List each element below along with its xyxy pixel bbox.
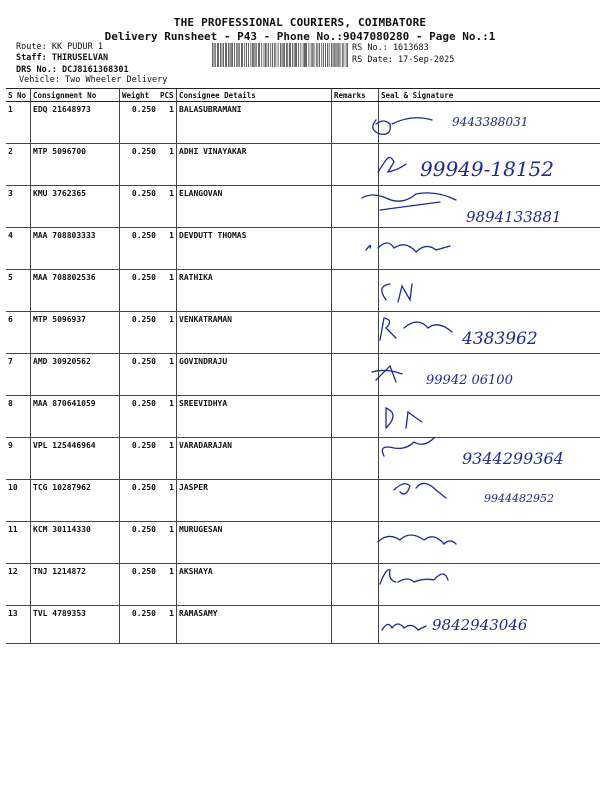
signature-phone-note: 9842943046 (432, 616, 528, 634)
row-seal (379, 102, 600, 144)
signature-phone-note: 9443388031 (452, 115, 529, 129)
row-pcs: 1 (158, 270, 177, 312)
row-weight: 0.250 (120, 144, 159, 186)
row-consignment: MAA 708803333 (31, 228, 120, 270)
header-remarks: Remarks (332, 89, 379, 102)
row-sno: 8 (6, 396, 31, 438)
row-sno: 1 (6, 102, 31, 144)
row-sno: 13 (6, 606, 31, 644)
row-consignee: BALASUBRAMANI (177, 102, 332, 144)
row-consignee: VENKATRAMAN (177, 312, 332, 354)
row-consignee: RAMASAMY (177, 606, 332, 644)
row-pcs: 1 (158, 144, 177, 186)
row-remarks (332, 438, 379, 480)
row-sno: 12 (6, 564, 31, 606)
row-remarks (332, 186, 379, 228)
runsheet-subtitle: Delivery Runsheet - P43 - Phone No.:9047080280 - Page No.:1 (104, 30, 496, 43)
row-consignee: DEVDUTT THOMAS (177, 228, 332, 270)
row-seal (379, 606, 600, 644)
row-consignee: GOVINDRAJU (177, 354, 332, 396)
row-weight: 0.250 (120, 606, 159, 644)
row-pcs: 1 (158, 438, 177, 480)
row-remarks (332, 522, 379, 564)
row-pcs: 1 (158, 312, 177, 354)
row-seal (379, 354, 600, 396)
row-seal (379, 522, 600, 564)
header-consignee: Consignee Details (177, 89, 332, 102)
row-remarks (332, 228, 379, 270)
row-pcs: 1 (158, 186, 177, 228)
staff-label: Staff: THIRUSELVAN (16, 53, 109, 63)
signature-phone-note: 9894133881 (466, 208, 562, 226)
row-remarks (332, 270, 379, 312)
row-consignee: VARADARAJAN (177, 438, 332, 480)
table-header-row (6, 89, 600, 102)
row-pcs: 1 (158, 606, 177, 644)
row-pcs: 1 (158, 480, 177, 522)
row-sno: 7 (6, 354, 31, 396)
row-consignment: TVL 4789353 (31, 606, 120, 644)
row-pcs: 1 (158, 522, 177, 564)
row-pcs: 1 (158, 396, 177, 438)
header-weight: Weight (120, 89, 159, 102)
row-consignee: SREEVIDHYA (177, 396, 332, 438)
row-consignment: AMD 30920562 (31, 354, 120, 396)
row-seal (379, 564, 600, 606)
table-row (6, 312, 600, 354)
row-remarks (332, 354, 379, 396)
row-remarks (332, 144, 379, 186)
table-row (6, 480, 600, 522)
row-remarks (332, 606, 379, 644)
header-pcs: PCS (158, 89, 177, 102)
rs-date: RS Date: 17-Sep-2025 (352, 55, 455, 65)
row-seal (379, 228, 600, 270)
row-consignment: KMU 3762365 (31, 186, 120, 228)
header-seal: Seal & Signature (379, 89, 600, 102)
row-sno: 5 (6, 270, 31, 312)
table-row (6, 102, 600, 144)
row-consignment: TNJ 1214872 (31, 564, 120, 606)
table-row (6, 522, 600, 564)
row-sno: 11 (6, 522, 31, 564)
row-pcs: 1 (158, 354, 177, 396)
row-sno: 6 (6, 312, 31, 354)
row-consignee: RATHIKA (177, 270, 332, 312)
table-row (6, 354, 600, 396)
table-row (6, 396, 600, 438)
table-row (6, 438, 600, 480)
company-title: THE PROFESSIONAL COURIERS, COIMBATORE (173, 16, 427, 29)
row-weight: 0.250 (120, 438, 159, 480)
row-seal (379, 480, 600, 522)
row-sno: 3 (6, 186, 31, 228)
row-weight: 0.250 (120, 312, 159, 354)
signature-phone-note: 99949-18152 (420, 157, 555, 181)
row-sno: 2 (6, 144, 31, 186)
row-weight: 0.250 (120, 228, 159, 270)
row-consignment: EDQ 21648973 (31, 102, 120, 144)
table-row (6, 270, 600, 312)
row-consignee: ELANGOVAN (177, 186, 332, 228)
row-consignment: MTP 5096700 (31, 144, 120, 186)
row-consignment: KCM 30114330 (31, 522, 120, 564)
row-weight: 0.250 (120, 186, 159, 228)
table-row (6, 606, 600, 644)
row-weight: 0.250 (120, 564, 159, 606)
row-consignee: MURUGESAN (177, 522, 332, 564)
row-sno: 4 (6, 228, 31, 270)
signature-phone-note: 9944482952 (484, 492, 554, 505)
signature-phone-note: 99942 06100 (426, 373, 513, 388)
vehicle-label: Vehicle: Two Wheeler Delivery (19, 75, 168, 85)
row-consignment: MAA 708802536 (31, 270, 120, 312)
row-pcs: 1 (158, 564, 177, 606)
row-sno: 10 (6, 480, 31, 522)
header-consignment: Consignment No (31, 89, 120, 102)
row-weight: 0.250 (120, 396, 159, 438)
row-remarks (332, 312, 379, 354)
drs-number: DRS No.: DCJ8161368301 (16, 65, 129, 75)
row-weight: 0.250 (120, 480, 159, 522)
row-consignee: JASPER (177, 480, 332, 522)
row-consignment: MAA 870641059 (31, 396, 120, 438)
row-sno: 9 (6, 438, 31, 480)
table-row (6, 564, 600, 606)
row-pcs: 1 (158, 102, 177, 144)
row-seal (379, 438, 600, 480)
row-seal (379, 186, 600, 228)
row-weight: 0.250 (120, 522, 159, 564)
barcode (212, 43, 348, 67)
row-remarks (332, 480, 379, 522)
row-weight: 0.250 (120, 102, 159, 144)
row-seal (379, 270, 600, 312)
row-pcs: 1 (158, 228, 177, 270)
row-weight: 0.250 (120, 270, 159, 312)
row-seal (379, 396, 600, 438)
row-seal (379, 312, 600, 354)
row-seal (379, 144, 600, 186)
table-row (6, 228, 600, 270)
table-row (6, 186, 600, 228)
row-remarks (332, 102, 379, 144)
signature-phone-note: 9344299364 (462, 449, 564, 468)
table-row (6, 144, 600, 186)
row-remarks (332, 396, 379, 438)
header-sno: S No (6, 89, 31, 102)
runsheet-table (6, 88, 600, 644)
row-weight: 0.250 (120, 354, 159, 396)
route-label: Route: KK PUDUR 1 (16, 42, 103, 52)
signature-phone-note: 4383962 (462, 329, 538, 349)
row-consignment: VPL 125446964 (31, 438, 120, 480)
row-consignment: MTP 5096937 (31, 312, 120, 354)
rs-number: RS No.: 1613683 (352, 43, 429, 53)
row-consignment: TCG 10287962 (31, 480, 120, 522)
row-remarks (332, 564, 379, 606)
row-consignee: ADHI VINAYAKAR (177, 144, 332, 186)
row-consignee: AKSHAYA (177, 564, 332, 606)
